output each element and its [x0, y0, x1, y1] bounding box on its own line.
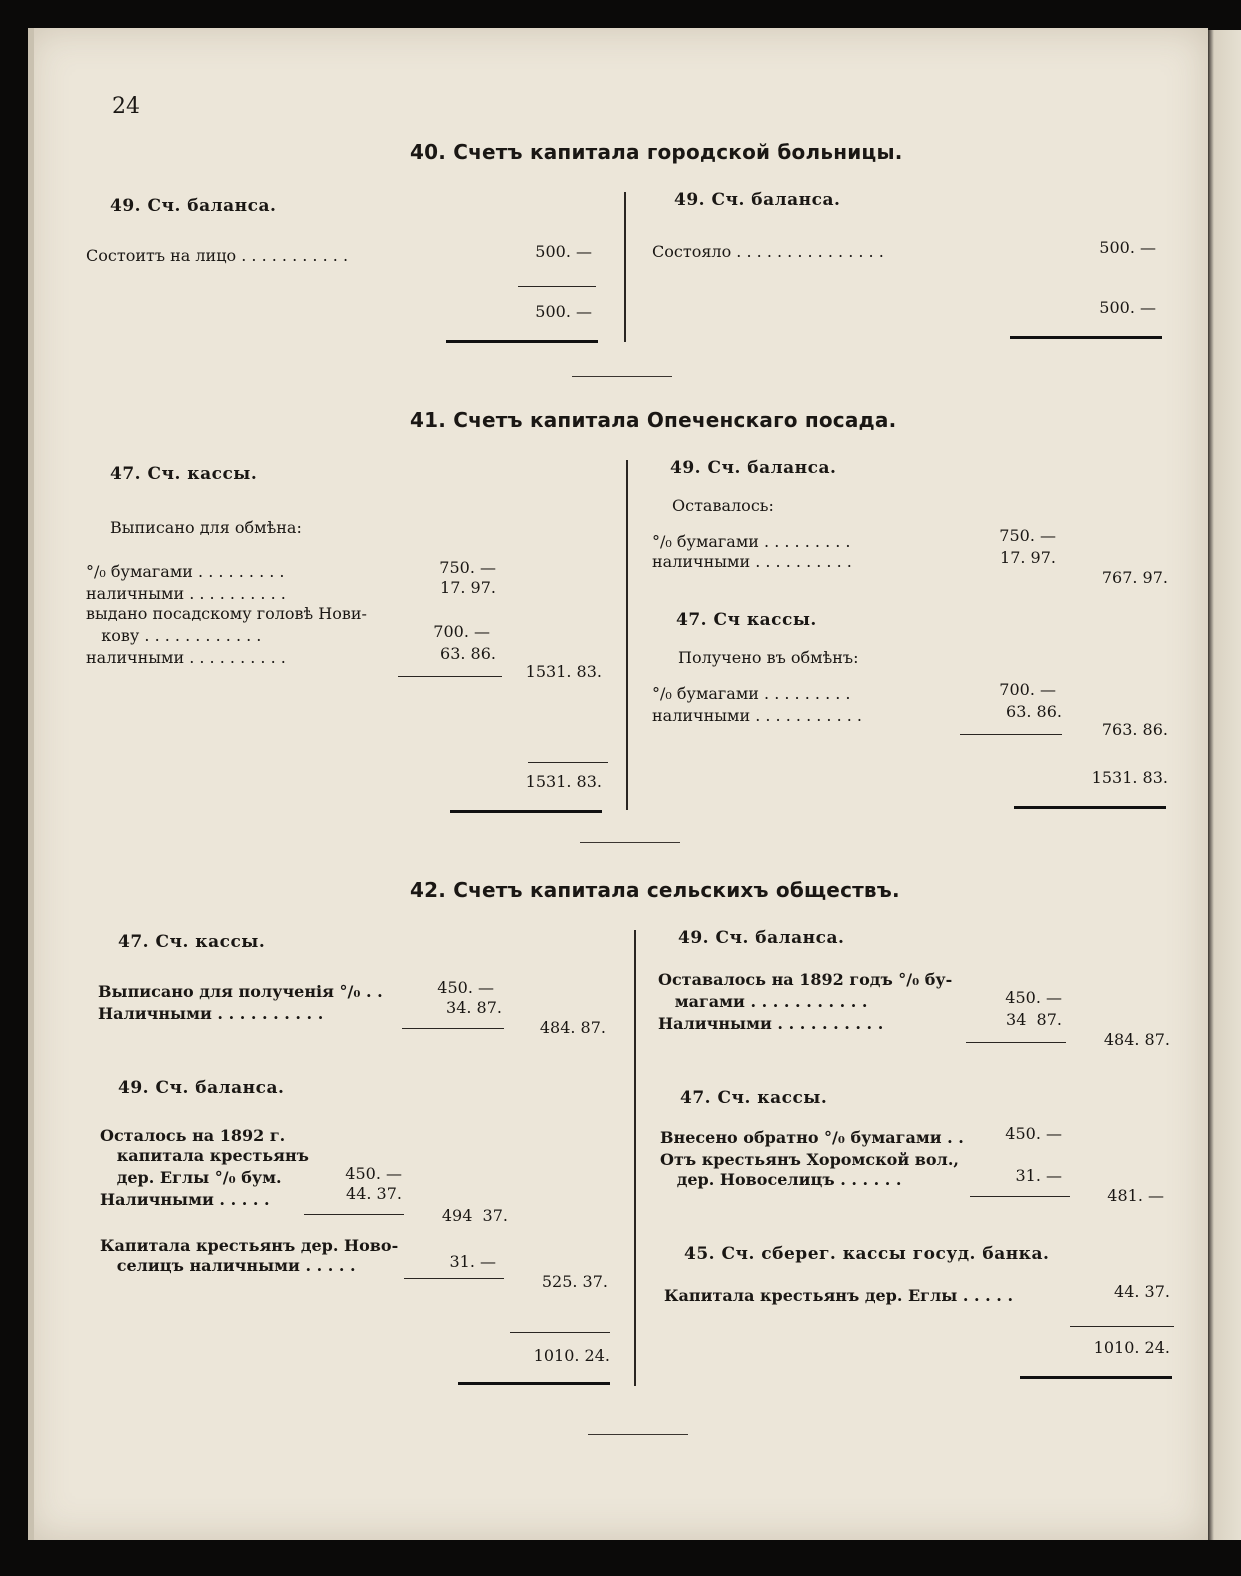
s40-right-line: Состояло . . . . . . . . . . . . . . . [652, 242, 884, 261]
binding-fold [28, 28, 34, 1540]
s41-right-sum-rule [960, 734, 1062, 735]
s40-right-header: 49. Сч. баланса. [674, 190, 841, 210]
s42-right-line: Отъ крестьянъ Хоромской вол., [660, 1150, 959, 1169]
s42-left-line: дер. Еглы °/₀ бум. [100, 1168, 282, 1187]
s41-right-intro: Оставалось: [672, 496, 774, 515]
s41-left-row: наличными . . . . . . . . . . [86, 648, 286, 667]
s41-left-row: кову . . . . . . . . . . . . [86, 626, 262, 645]
s41-left-amount: 750. — [439, 558, 496, 577]
s41-left-sum-rule [398, 676, 502, 677]
s42-right-header: 47. Сч. кассы. [680, 1088, 828, 1108]
s42-left-sum-rule [402, 1028, 504, 1029]
s41-right-sum: 767. 97. [1101, 568, 1168, 587]
s40-left-double-rule [446, 340, 598, 343]
s42-left-total: 1010. 24. [533, 1346, 610, 1365]
s42-right-line: Оставалось на 1892 годъ °/₀ бу- [658, 970, 953, 989]
s41-left-header: 47. Сч. кассы. [110, 464, 258, 484]
s42-left-amount: 450. — [345, 1164, 402, 1183]
s40-right-total: 500. — [1099, 298, 1156, 317]
section-separator-3 [588, 1434, 688, 1435]
s41-left-double-rule [450, 810, 602, 813]
s41-left-total-rule [528, 762, 608, 763]
s40-left-line: Состоитъ на лицо . . . . . . . . . . . [86, 246, 349, 265]
section-41-title: 41. Счетъ капитала Опеченскаго посада. [410, 408, 897, 432]
s41-left-amount: 63. 86. [440, 644, 496, 663]
s41-right-row: наличными . . . . . . . . . . [652, 552, 852, 571]
s41-right-row: °/₀ бумагами . . . . . . . . . [652, 532, 851, 551]
s42-right-header: 49. Сч. баланса. [678, 928, 845, 948]
s41-right-sum: 763. 86. [1101, 720, 1168, 739]
s41-right-amount: 17. 97. [1000, 548, 1056, 567]
s42-left-amount: 450. — [437, 978, 494, 997]
s42-left-header: 47. Сч. кассы. [118, 932, 266, 952]
s42-left-line: Осталось на 1892 г. [100, 1126, 286, 1145]
s41-left-row: выдано посадскому головѣ Нови- [86, 604, 367, 623]
s42-left-sum-rule [304, 1214, 404, 1215]
s41-left-row: наличными . . . . . . . . . . [86, 584, 286, 603]
s41-right-amount: 750. — [999, 526, 1056, 545]
s40-right-double-rule [1010, 336, 1162, 339]
s42-left-amount: 31. — [449, 1252, 496, 1271]
s42-divider [634, 930, 636, 1386]
s40-left-sum-rule [518, 286, 596, 287]
s41-right-amount: 700. — [999, 680, 1056, 699]
s41-right-intro: Получено въ обмѣнъ: [678, 648, 859, 667]
s42-right-line: Внесено обратно °/₀ бумагами . . [660, 1128, 964, 1147]
s41-right-header: 47. Сч кассы. [676, 610, 817, 630]
s41-left-amount: 700. — [433, 622, 490, 641]
s42-right-double-rule [1020, 1376, 1172, 1379]
s42-left-amount: 44. 37. [346, 1184, 402, 1203]
s42-right-total: 1010. 24. [1093, 1338, 1170, 1357]
s41-right-row: °/₀ бумагами . . . . . . . . . [652, 684, 851, 703]
s42-right-sum: 484. 87. [1103, 1030, 1170, 1049]
s42-right-amount: 450. — [1005, 1124, 1062, 1143]
s41-right-total: 1531. 83. [1091, 768, 1168, 787]
s42-right-header: 45. Сч. сберег. кассы госуд. банка. [684, 1244, 1050, 1264]
s42-right-line: магами . . . . . . . . . . . [658, 992, 868, 1011]
s41-divider [626, 460, 628, 810]
s42-left-sum: 484. 87. [539, 1018, 606, 1037]
next-page-edge [1208, 30, 1241, 1540]
s40-left-header: 49. Сч. баланса. [110, 196, 277, 216]
s41-left-intro: Выписано для обмѣна: [110, 518, 302, 537]
s40-right-amount: 500. — [1099, 238, 1156, 257]
s42-left-sum: 525. 37. [541, 1272, 608, 1291]
s41-left-row: °/₀ бумагами . . . . . . . . . [86, 562, 285, 581]
s40-left-amount: 500. — [535, 242, 592, 261]
section-42-title: 42. Счетъ капитала сельскихъ обществъ. [410, 878, 900, 902]
s42-right-sum: 44. 37. [1114, 1282, 1170, 1301]
s42-left-line: селицъ наличными . . . . . [100, 1256, 356, 1275]
s42-right-amount: 450. — [1005, 988, 1062, 1007]
s42-left-header: 49. Сч. баланса. [118, 1078, 285, 1098]
s42-left-row: Наличными . . . . . . . . . . [98, 1004, 324, 1023]
s40-left-total: 500. — [535, 302, 592, 321]
s41-left-amount: 17. 97. [440, 578, 496, 597]
s42-left-sum-rule [404, 1278, 504, 1279]
s42-right-line: Наличными . . . . . . . . . . [658, 1014, 884, 1033]
s42-right-sum: 481. — [1107, 1186, 1164, 1205]
s42-left-double-rule [458, 1382, 610, 1385]
s42-right-line: Капитала крестьянъ дер. Еглы . . . . . [664, 1286, 1014, 1305]
s41-right-amount: 63. 86. [1006, 702, 1062, 721]
s41-right-row: наличными . . . . . . . . . . . [652, 706, 863, 725]
s42-left-total-rule [510, 1332, 610, 1333]
section-separator-2 [580, 842, 680, 843]
section-40-title: 40. Счетъ капитала городской больницы. [410, 140, 903, 164]
s42-right-amount: 31. — [1015, 1166, 1062, 1185]
s40-divider [624, 192, 626, 342]
s42-left-line: капитала крестьянъ [100, 1146, 309, 1165]
s41-right-double-rule [1014, 806, 1166, 809]
page-number: 24 [112, 94, 140, 119]
s41-left-sum: 1531. 83. [525, 662, 602, 681]
s42-right-total-rule [1070, 1326, 1174, 1327]
s42-right-sum-rule [970, 1196, 1070, 1197]
s42-right-sum-rule [966, 1042, 1066, 1043]
s42-right-line: дер. Новоселицъ . . . . . . [660, 1170, 902, 1189]
s41-right-header: 49. Сч. баланса. [670, 458, 837, 478]
s41-left-total: 1531. 83. [525, 772, 602, 791]
s42-right-amount: 34 87. [1006, 1010, 1062, 1029]
s42-left-sum: 494 37. [441, 1206, 508, 1225]
s42-left-line: Наличными . . . . . [100, 1190, 270, 1209]
section-separator-1 [572, 376, 672, 377]
s42-left-amount: 34. 87. [446, 998, 502, 1017]
s42-left-row: Выписано для полученія °/₀ . . [98, 982, 383, 1001]
s42-left-line: Капитала крестьянъ дер. Ново- [100, 1236, 399, 1255]
